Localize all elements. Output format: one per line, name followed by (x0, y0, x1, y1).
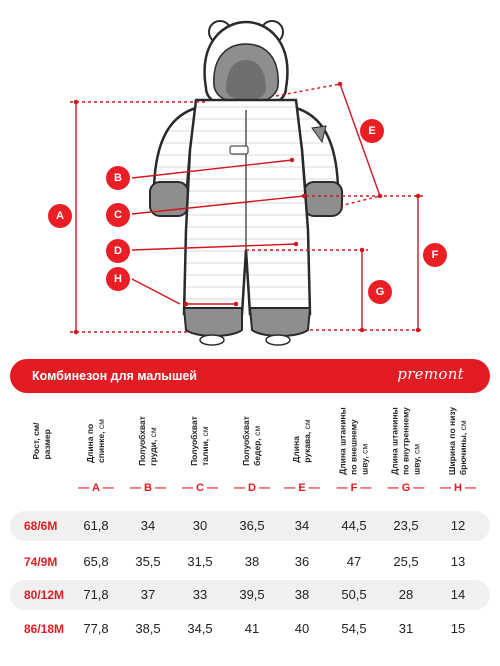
table-cell: 36,5 (239, 518, 265, 533)
marker-f: F (423, 243, 447, 267)
table-cell: 34 (294, 518, 310, 533)
column-header-line: Длина штанины (337, 407, 348, 475)
table-cell: 77,8 (83, 621, 109, 636)
table-cell: 36 (294, 554, 310, 569)
column-header-text (189, 416, 211, 466)
column-header-unit: см (96, 418, 106, 430)
table-cell: 65,8 (83, 554, 109, 569)
column-header-line: Полуобхват (137, 416, 147, 466)
table-cell: 37 (140, 587, 156, 602)
marker-e: E (360, 119, 384, 143)
marker-c: C (106, 203, 130, 227)
column-header-text (85, 419, 107, 463)
column-header-line-text: спинке, (96, 431, 106, 464)
column-header (70, 404, 122, 478)
brand-logo: premont (397, 365, 464, 383)
marker-b: B (106, 166, 130, 190)
column-header-text (338, 407, 371, 475)
table-cell: 25,5 (393, 554, 419, 569)
column-header-line: Длина по (85, 423, 95, 464)
marker-h: H (106, 267, 130, 291)
table-cell: 15 (450, 621, 466, 636)
column-header-line-text: шву, (359, 456, 370, 475)
column-header-text (241, 416, 263, 466)
column-header (380, 404, 432, 478)
table-cell: 13 (450, 554, 466, 569)
table-row (10, 614, 490, 644)
column-header-line-text: талии, (200, 438, 210, 466)
banner-title: Комбинезон для малышей (32, 369, 197, 383)
table-cell: 41 (244, 621, 260, 636)
table-cell: 54,5 (341, 621, 367, 636)
table-row (10, 580, 490, 610)
column-header-line (458, 407, 469, 475)
table-cell: 39,5 (239, 587, 265, 602)
column-header-line (252, 416, 263, 466)
column-header-line: Длина штанины (389, 407, 400, 475)
measurement-letter: — G — (387, 482, 425, 494)
marker-g: G (368, 280, 392, 304)
table-cell: 34,5 (187, 621, 213, 636)
measurement-letter: — E — (284, 482, 320, 494)
column-header-line-text: рукава, (302, 431, 312, 463)
cuff-right (304, 182, 342, 216)
column-header-line: Полуобхват (241, 416, 251, 466)
column-header-line: Ширина по низу (447, 406, 457, 476)
column-header-line: Полуобхват (189, 416, 199, 466)
column-header-line: по внутреннему (400, 407, 411, 475)
table-cell: 40 (294, 621, 310, 636)
column-header-line: Длина (291, 436, 301, 463)
table-cell: 31,5 (187, 554, 213, 569)
size-label: 86/18M (24, 622, 65, 636)
column-header (122, 404, 174, 478)
marker-a: A (48, 204, 72, 228)
measurement-letter: — B — (129, 482, 167, 494)
table-cell: 14 (450, 587, 466, 602)
column-header-text (31, 423, 53, 460)
boot-right (250, 308, 310, 336)
column-header-text (291, 419, 313, 462)
size-label: 80/12M (24, 588, 65, 602)
column-header-line-text: шву, (411, 456, 422, 475)
table-cell: 12 (450, 518, 466, 533)
column-header-text (137, 416, 159, 466)
column-header-line: Рост, см/ (31, 422, 41, 460)
table-cell: 71,8 (83, 587, 109, 602)
column-header-unit: см (252, 425, 262, 436)
size-label: 74/9M (24, 555, 58, 569)
column-header (174, 404, 226, 478)
table-cell: 61,8 (83, 518, 109, 533)
table-cell: 50,5 (341, 587, 367, 602)
column-header-line (302, 419, 313, 462)
column-header-unit: см (148, 427, 158, 438)
column-header-unit: см (411, 443, 422, 454)
table-cell: 35,5 (135, 554, 161, 569)
column-header-line (412, 407, 423, 475)
column-header-line: размер (42, 429, 52, 460)
column-header (432, 404, 484, 478)
column-header-unit: см (359, 443, 370, 454)
column-header (16, 404, 68, 478)
column-header-unit: см (200, 426, 210, 437)
column-header-line-text: брючины, (458, 432, 468, 476)
column-header-line (200, 416, 211, 466)
column-header-line (96, 419, 107, 463)
column-header-line (360, 407, 371, 475)
table-cell: 38,5 (135, 621, 161, 636)
measurement-letter: — F — (336, 482, 372, 494)
table-row (10, 547, 490, 577)
column-header-line: по внешнему (348, 419, 359, 475)
table-row (10, 511, 490, 541)
column-header (226, 404, 278, 478)
measurement-letter: — A — (78, 482, 114, 494)
table-cell: 38 (244, 554, 260, 569)
column-header-line (148, 416, 159, 466)
size-label: 68/6M (24, 519, 58, 533)
column-header-unit: см (458, 420, 468, 431)
marker-d: D (106, 239, 130, 263)
table-cell: 38 (294, 587, 310, 602)
logo-patch (230, 146, 248, 154)
boot-left (184, 308, 242, 336)
table-cell: 23,5 (393, 518, 419, 533)
column-header (276, 404, 328, 478)
table-cell: 33 (192, 587, 208, 602)
column-header (328, 404, 380, 478)
column-header-line-text: груди, (148, 439, 158, 466)
column-header-line-text: бедер, (252, 438, 262, 466)
measurement-letter: — H — (439, 482, 477, 494)
column-header-text (390, 407, 423, 475)
table-cell: 44,5 (341, 518, 367, 533)
title-banner (10, 359, 490, 393)
column-header-unit: см (302, 419, 312, 430)
table-cell: 34 (140, 518, 156, 533)
measurement-letter: — D — (233, 482, 271, 494)
column-header-text (447, 407, 469, 475)
table-cell: 30 (192, 518, 208, 533)
table-cell: 47 (346, 554, 362, 569)
table-cell: 31 (398, 621, 414, 636)
table-cell: 28 (398, 587, 414, 602)
measurement-letter: — C — (181, 482, 219, 494)
